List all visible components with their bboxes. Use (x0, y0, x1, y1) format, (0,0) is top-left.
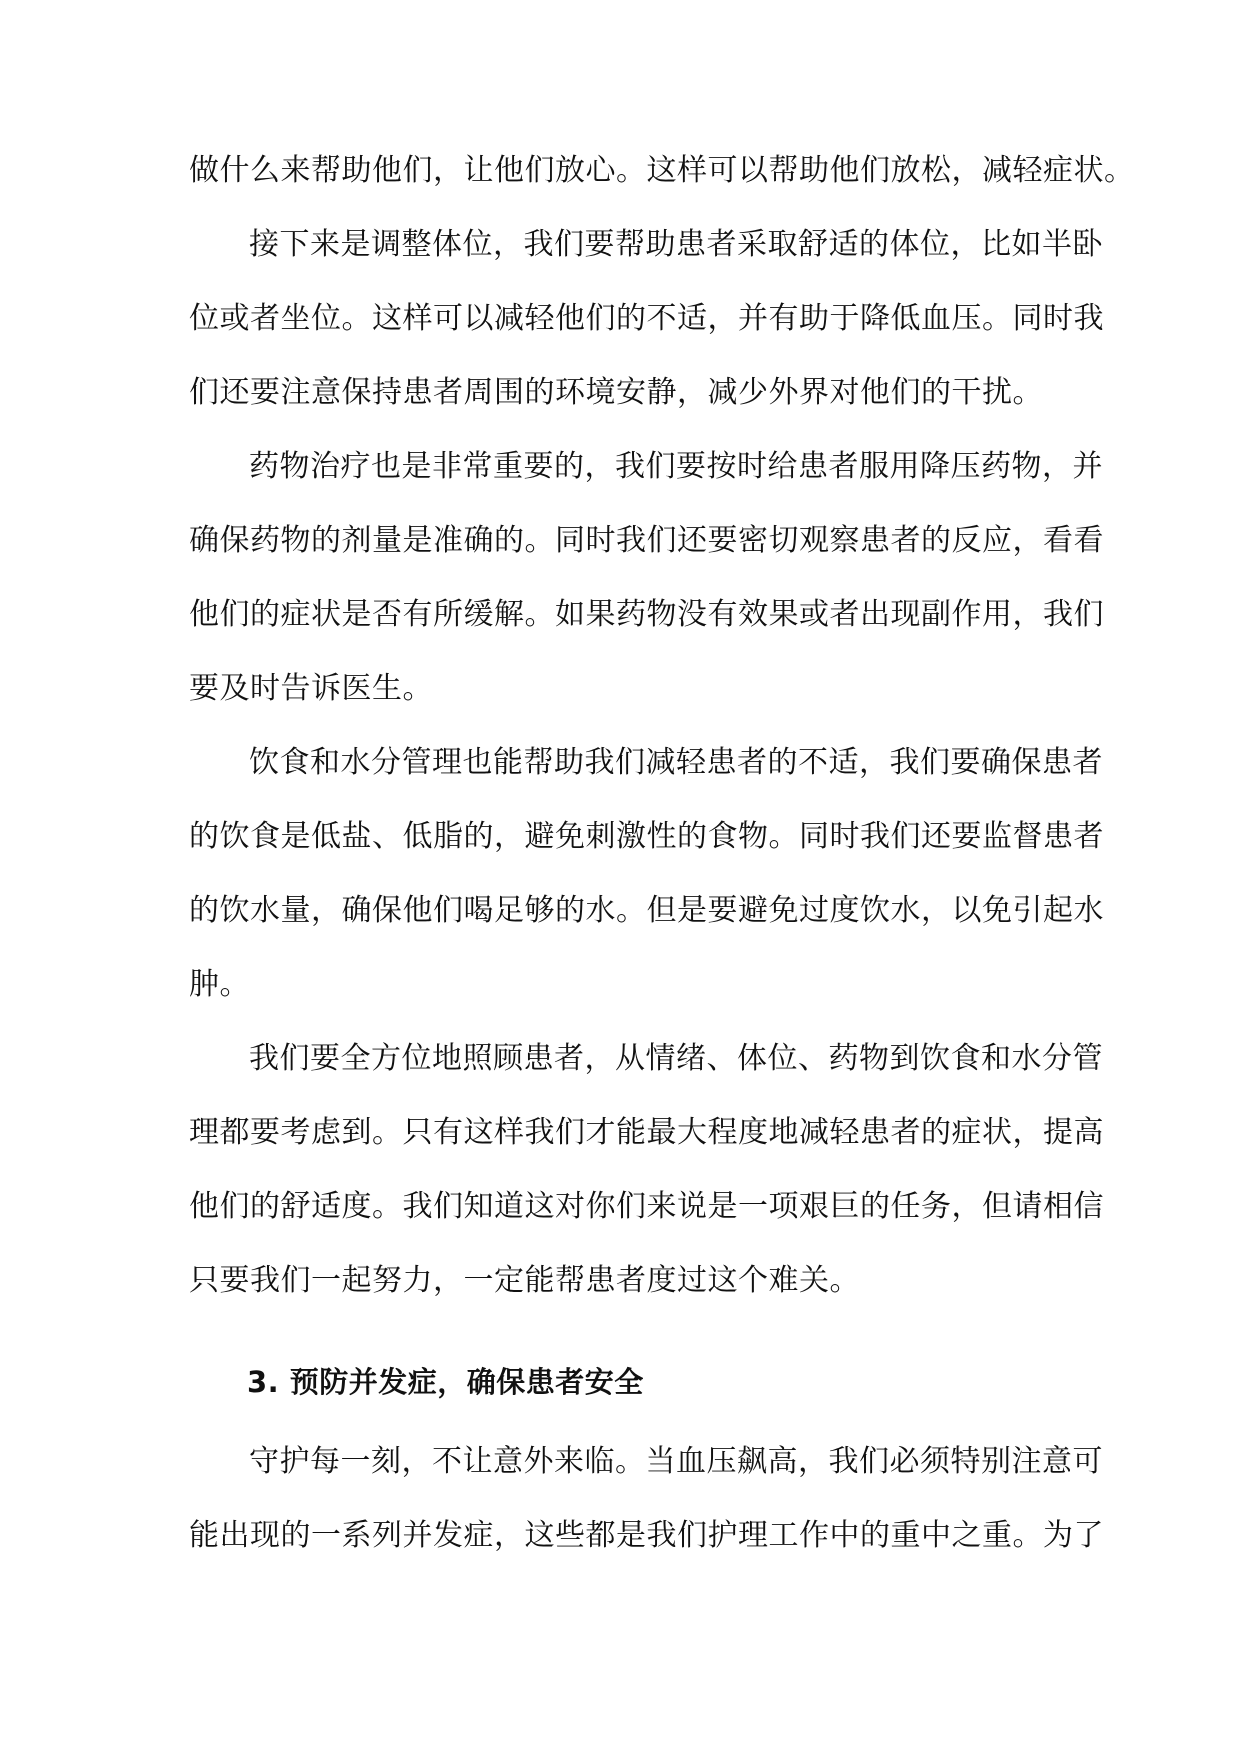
paragraph-line: 确保药物的剂量是准确的。同时我们还要密切观察患者的反应，看看 (189, 523, 1104, 558)
paragraph-line: 的饮食是低盐、低脂的，避免刺激性的食物。同时我们还要监督患者 (189, 819, 1104, 854)
paragraph-line: 饮食和水分管理也能帮助我们减轻患者的不适，我们要确保患者 (249, 745, 1103, 780)
paragraph-line: 能出现的一系列并发症，这些都是我们护理工作中的重中之重。为了 (189, 1518, 1104, 1553)
paragraph-line: 肿。 (189, 967, 250, 1002)
paragraph-line: 我们要全方位地照顾患者，从情绪、体位、药物到饮食和水分管 (249, 1041, 1103, 1076)
paragraph-line: 要及时告诉医生。 (189, 671, 433, 706)
paragraph-line: 位或者坐位。这样可以减轻他们的不适，并有助于降低血压。同时我 (189, 301, 1104, 336)
paragraph-line: 做什么来帮助他们，让他们放心。这样可以帮助他们放松，减轻症状。 (189, 153, 1135, 188)
paragraph-line: 接下来是调整体位，我们要帮助患者采取舒适的体位，比如半卧 (249, 227, 1103, 262)
paragraph-line: 他们的舒适度。我们知道这对你们来说是一项艰巨的任务，但请相信 (189, 1189, 1104, 1224)
paragraph-line: 的饮水量，确保他们喝足够的水。但是要避免过度饮水，以免引起水 (189, 893, 1104, 928)
paragraph-line: 理都要考虑到。只有这样我们才能最大程度地减轻患者的症状，提高 (189, 1115, 1104, 1150)
paragraph-line: 守护每一刻，不让意外来临。当血压飙高，我们必须特别注意可 (249, 1444, 1103, 1479)
paragraph-line: 只要我们一起努力，一定能帮患者度过这个难关。 (189, 1263, 860, 1298)
section-heading: 3. 预防并发症，确保患者安全 (247, 1365, 644, 1399)
paragraph-line: 们还要注意保持患者周围的环境安静，减少外界对他们的干扰。 (189, 375, 1043, 410)
paragraph-line: 他们的症状是否有所缓解。如果药物没有效果或者出现副作用，我们 (189, 597, 1104, 632)
paragraph-line: 药物治疗也是非常重要的，我们要按时给患者服用降压药物，并 (249, 449, 1103, 484)
